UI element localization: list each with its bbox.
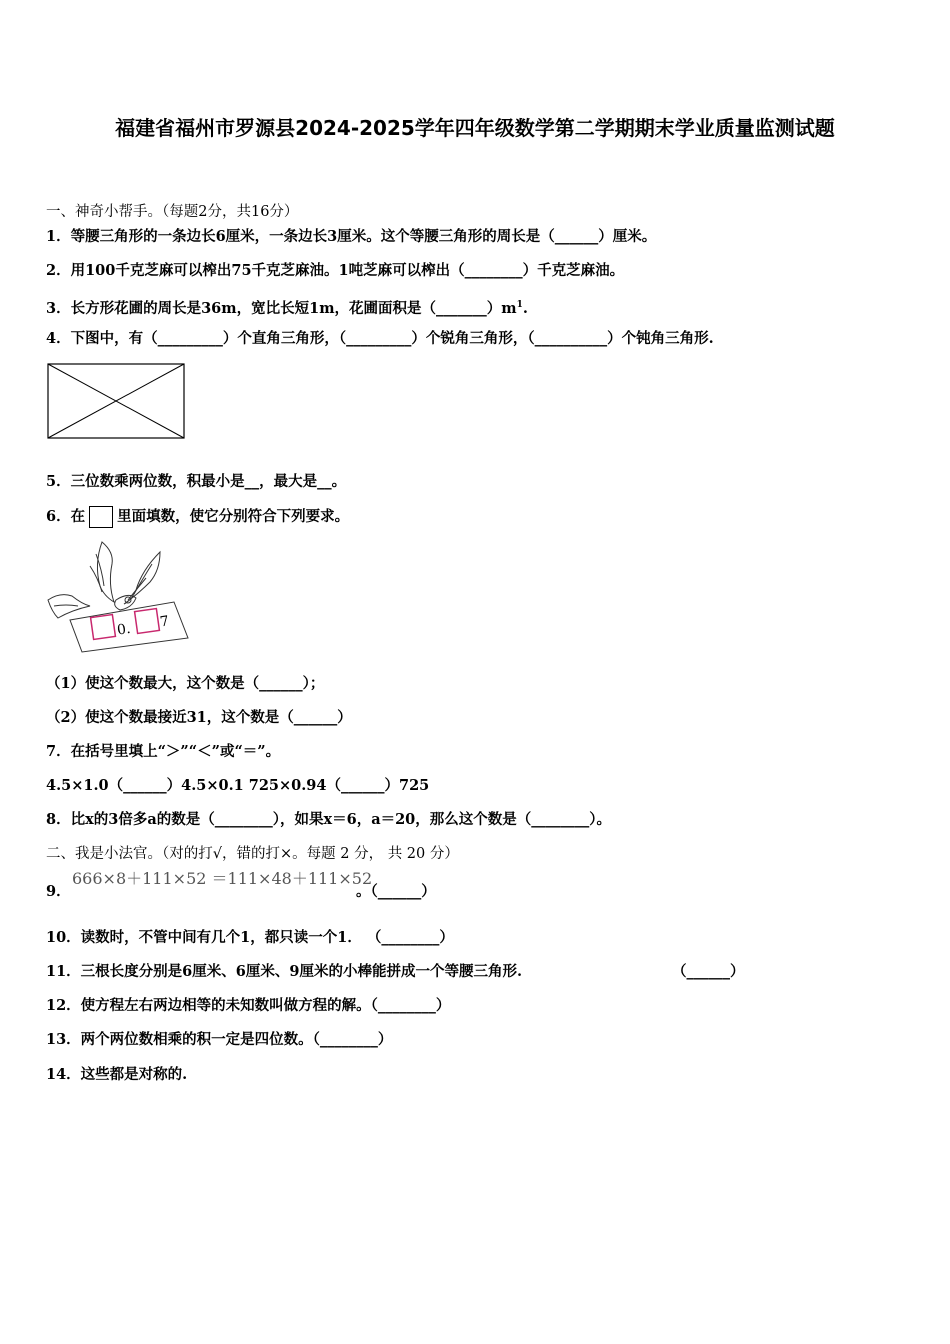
question-7-items: 4.5×1.0（______）4.5×0.1 725×0.94（______）725 bbox=[46, 777, 430, 794]
question-1: 1．等腰三角形的一条边长6厘米，一条边长3厘米。这个等腰三角形的周长是（______）厘米。 bbox=[46, 228, 657, 245]
card-middle-text: 0. bbox=[116, 620, 132, 639]
section-2-heading: 二、我是小法官。（对的打√，错的打×。每题 2 分， 共 20 分） bbox=[46, 846, 459, 862]
question-7: 7．在括号里填上“＞”“＜”或“＝”。 bbox=[46, 743, 281, 760]
page-title: 福建省福州市罗源县2024-2025学年四年级数学第二学期期末学业质量监测试题 bbox=[115, 116, 835, 140]
question-14: 14．这些都是对称的. bbox=[46, 1066, 188, 1083]
question-3-end: . bbox=[522, 299, 528, 317]
question-3 bbox=[46, 295, 528, 319]
question-3-superscript: 1 bbox=[516, 300, 523, 310]
section-1-heading: 一、神奇小帮手。（每题2分，共16分） bbox=[46, 204, 299, 220]
question-6-part-2: （2）使这个数最接近31，这个数是（______） bbox=[46, 709, 352, 726]
bird-holding-card-illustration bbox=[42, 534, 192, 654]
question-9-number: 9． bbox=[46, 883, 71, 900]
rectangle-diagonals-figure bbox=[46, 362, 186, 440]
question-8: 8．比x的3倍多a的数是（________），如果x＝6，a＝20，那么这个数是（________）。 bbox=[46, 811, 612, 828]
question-3-text: 3．长方形花圃的周长是36m，宽比长短1m，花圃面积是（_______）m bbox=[46, 299, 517, 317]
question-6-part-1: （1）使这个数最大，这个数是（______）； bbox=[46, 675, 325, 692]
question-4: 4．下图中，有（_________）个直角三角形，（_________）个锐角三角形，（__________）个钝角三角形. bbox=[46, 330, 714, 347]
question-6-suffix: 里面填数，使它分别符合下列要求。 bbox=[117, 508, 350, 525]
question-9-end: 。（______） bbox=[356, 883, 436, 900]
question-5: 5．三位数乘两位数，积最小是__，最大是__。 bbox=[46, 473, 347, 490]
question-10: 10．读数时，不管中间有几个1，都只读一个1． （________） bbox=[46, 929, 454, 946]
question-11: 11．三根长度分别是6厘米、6厘米、9厘米的小棒能拼成一个等腰三角形. bbox=[46, 963, 522, 980]
question-13: 13．两个两位数相乘的积一定是四位数。（________） bbox=[46, 1031, 393, 1048]
question-6-prefix: 6．在 bbox=[46, 508, 86, 525]
question-11-paren: （______） bbox=[672, 963, 745, 980]
question-9-formula: 666×8＋111×52 ＝111×48＋111×52 bbox=[72, 869, 373, 888]
question-6 bbox=[46, 506, 349, 528]
blank-box bbox=[89, 506, 113, 528]
card-end-text: 7 bbox=[158, 613, 170, 631]
question-12: 12．使方程左右两边相等的未知数叫做方程的解。（________） bbox=[46, 997, 451, 1014]
question-2: 2．用100千克芝麻可以榨出75千克芝麻油。1吨芝麻可以榨出（________）千克芝麻油。 bbox=[46, 262, 625, 279]
